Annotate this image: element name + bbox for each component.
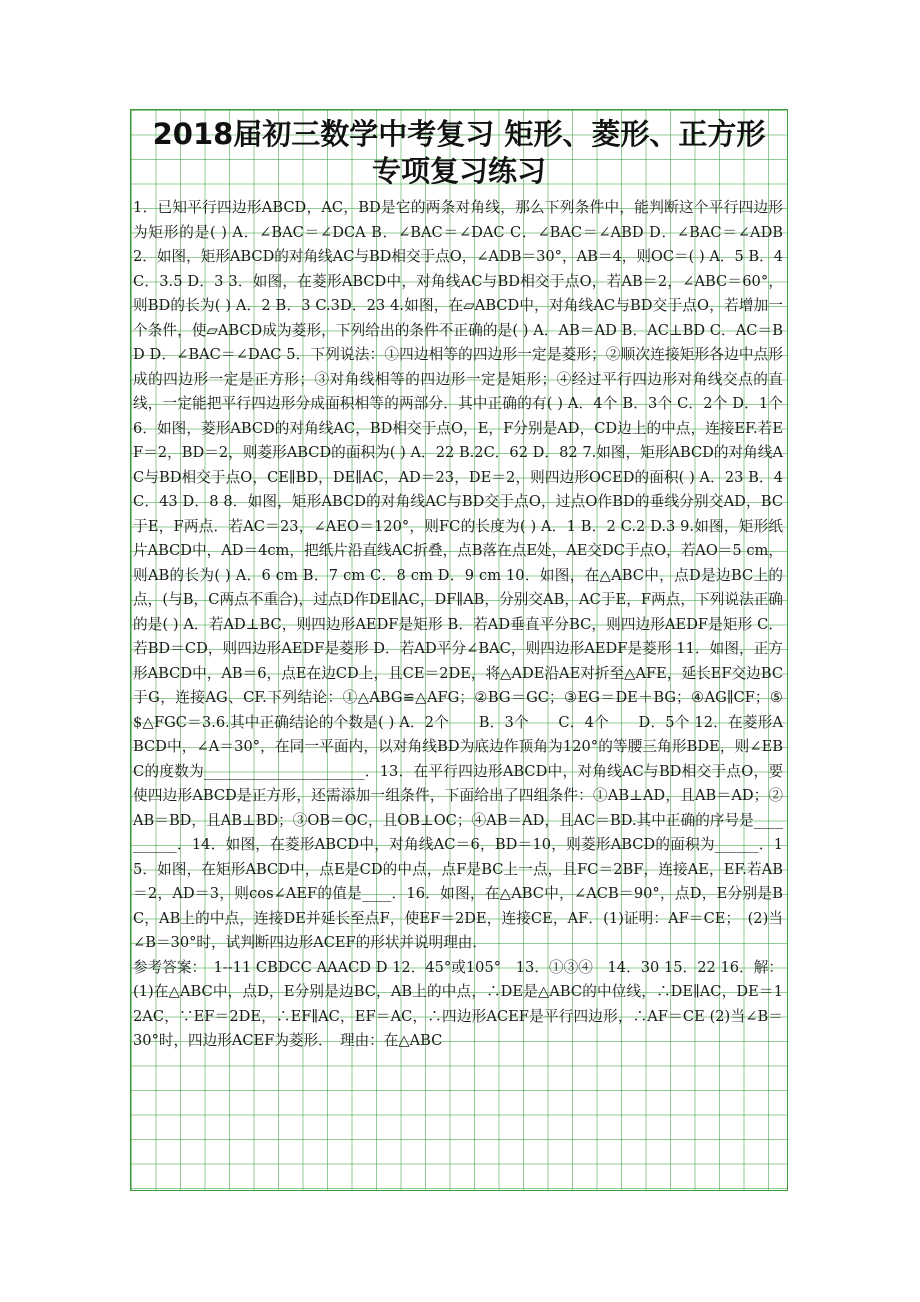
answer-section: 参考答案： 1--11 CBDCC AAACD D 12．45°或105° 13．①③④ 14．30 15．22 16．解：(1)在△ABC中，点D，E分别是边BC，AB上的中点，∴DE是△ABC的中位线，∴DE∥AC，DE＝12AC，∵EF＝2DE，∴EF∥AC，EF＝AC，∴四边形ACEF是平行四边形，∴AF＝CE (2)当∠B＝30°时，四边形ACEF为菱形． 理由：在△ABC — [133, 958, 783, 1049]
document-body: 1．已知平行四边形ABCD，AC，BD是它的两条对角线，那么下列条件中，能判断这个平行四边形为矩形的是( ) A．∠BAC＝∠DCA B．∠BAC＝∠DAC C．∠BAC＝∠ABD D．∠BAC＝∠ADB 2．如图，矩形ABCD的对角线AC与BD相交于点O，∠ADB＝30°，AB＝4，则OC＝( ) A．5 B．4 C．3.5 D．3 3．如图，在菱形ABCD中，对角线AC与BD相交于点O，若AB＝2，∠ABC＝60°，则BD的长为( ) A．2 B．3 C.3D．23 4.如图，在▱ABCD中，对角线AC与BD交于点O，若增加一个条件，使▱ABCD成为菱形，下列给出的条件不正确的是( ) A．AB＝AD B．AC⊥BD C．AC＝BD D．∠BAC＝∠DAC 5．下列说法：①四边相等的四边形一定是菱形；②顺次连接矩形各边中点形成的四边形一定是正方形；③对角线相等的四边形一定是矩形；④经过平行四边形对角线交点的直线，一定能把平行四边形分成面积相等的两部分．其中正确的有( ) A．4个 B．3个 C．2个 D．1个 6．如图，菱形ABCD的对角线AC，BD相交于点O，E，F分别是AD，CD边上的中点，连接EF.若EF＝2，BD＝2，则菱形ABCD的面积为( ) A．22 B.2C．62 D．82 7.如图，矩形ABCD的对角线AC与BD相交于点O，CE∥BD，DE∥AC，AD＝23，DE＝2，则四边形OCED的面积( ) A．23 B．4 C．43 D．8 8．如图，矩形ABCD的对角线AC与BD交于点O，过点O作BD的垂线分别交AD，BC于E，F两点．若AC＝23，∠AEO＝120°，则FC的长度为( ) A．1 B．2 C.2 D.3 9.如图，矩形纸片ABCD中，AD＝4cm，把纸片沿直线AC折叠，点B落在点E处，AE交DC于点O，若AO＝5 cm，则AB的长为( ) A．6 cm B．7 cm C．8 cm D．9 cm 10．如图，在△ABC中，点D是边BC上的点，(与B，C两点不重合)，过点D作DE∥AC，DF∥AB，分别交AB，AC于E，F两点，下列说法正确的是( ) A．若AD⊥BC，则四边形AEDF是矩形 B．若AD垂直平分BC，则四边形AEDF是矩形 C．若BD＝CD，则四边形AEDF是菱形 D．若AD平分∠BAC，则四边形AEDF是菱形 11．如图，正方形ABCD中，AB＝6，点E在边CD上，且CE＝2DE，将△ADE沿AE对折至△AFE，延长EF交边BC于G，连接AG、CF.下列结论：①△ABG≌△AFG；②BG＝GC；③EG＝DE＋BG；④AG∥CF；⑤$△FGC＝3.6.其中正确结论的个数是( ) A．2个 B．3个 C．4个 D．5个 12．在菱形ABCD中，∠A＝30°，在同一平面内，以对角线BD为底边作顶角为120°的等腰三角形BDE，则∠EBC的度数为______________________．13．在平行四边形ABCD中，对角线AC与BD相交于点O，要使四边形ABCD是正方形，还需添加一组条件，下面给出了四组条件：①AB⊥AD，且AB＝AD；②AB＝BD，且AB⊥BD；③OB＝OC，且OB⊥OC；④AB＝AD，且AC＝BD.其中正确的序号是__________．14．如图，在菱形ABCD中，对角线AC＝6，BD＝10，则菱形ABCD的面积为______．15．如图，在矩形ABCD中，点E是CD的中点，点F是BC上一点，且FC＝2BF，连接AE，EF.若AB＝2，AD＝3，则cos∠AEF的值是____．16．如图，在△ABC中，∠ACB＝90°，点D，E分别是BC，AB上的中点，连接DE并延长至点F，使EF＝2DE，连接CE，AF．(1)证明：AF＝CE； (2)当∠B＝30°时，试判断四边形ACEF的形状并说明理由． — [133, 199, 783, 951]
document-title: 2018届初三数学中考复习 矩形、菱形、正方形 专项复习练习 — [152, 117, 766, 188]
document-page — [130, 109, 788, 1191]
